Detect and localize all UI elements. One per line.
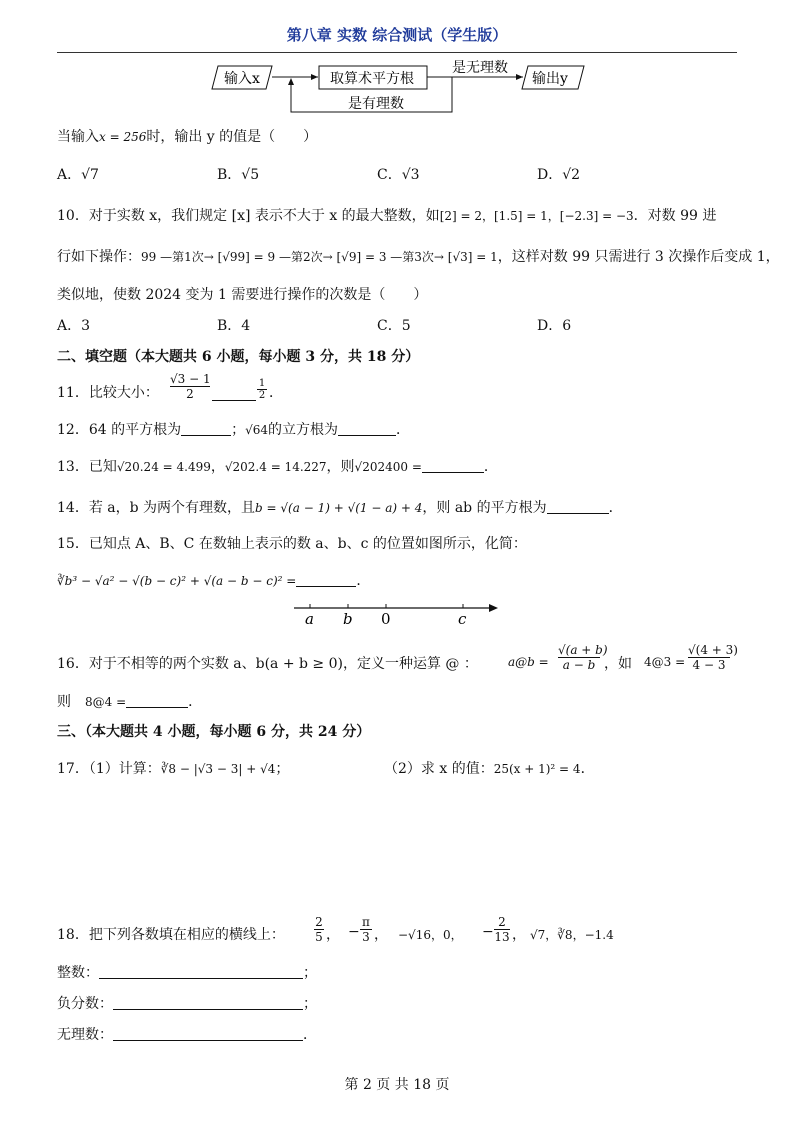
q11-fraction xyxy=(170,372,210,401)
q9-option-d: D．√2 xyxy=(537,167,581,183)
question-12: 12．64 的平方根为 ；√64的立方根为 ． xyxy=(57,422,411,438)
question-10-line2: 行如下操作：99 —第1次→ [√99] = 9 —第2次→ [√9] = 3 —第3次→ [√3] = 1，这样对数 99 只需进行 3 次操作后变成 1， xyxy=(57,249,780,265)
number-line-label-c: c xyxy=(458,610,467,628)
question-10-line1: 10．对于实数 x，我们规定 [x] 表示不大于 x 的最大整数，如[2] = 2，[1.5] = 1，[−2.3] = −3．对数 99 进 xyxy=(57,208,717,224)
q18-number-pi-3: π 3 xyxy=(360,915,372,944)
q11-rhs-fraction: 1 2 xyxy=(258,378,266,401)
flowchart-process-label: 取算术平方根 xyxy=(330,71,414,87)
question-9-stem: 当输入x = 256时，输出 y 的值是（ ） xyxy=(57,129,318,145)
q16-definition-lhs: a@b = xyxy=(508,655,549,669)
q15-answer-blank[interactable] xyxy=(296,572,356,587)
header-rule xyxy=(57,52,737,53)
flowchart-irrational-label: 是无理数 xyxy=(452,60,508,76)
flowchart-input-label: 输入x xyxy=(224,71,260,87)
flowchart xyxy=(200,58,600,116)
q16-answer-blank[interactable] xyxy=(126,693,188,708)
q16-definition-fraction: √(a + b) a − b xyxy=(558,643,608,672)
q12-answer-blank-2[interactable] xyxy=(338,421,396,436)
q16-example-lhs: 4@3 = xyxy=(644,655,686,669)
question-16-line2: 则 8@4 = ． xyxy=(57,694,203,710)
page-footer: 第 2 页 共 18 页 xyxy=(344,1077,450,1093)
q14-answer-blank[interactable] xyxy=(547,499,609,514)
q18-integers-row: 整数： ； xyxy=(57,965,317,981)
q11-answer-blank[interactable] xyxy=(212,386,256,401)
q10-operation-chain: 99 —第1次→ [√99] = 9 —第2次→ [√9] = 3 —第3次→ [√3] = 1 xyxy=(141,250,498,264)
q18-negative-fractions-row: 负分数： ； xyxy=(57,996,317,1012)
flowchart-output-label: 输出y xyxy=(532,71,568,87)
q18-numbers-end: √7，∛8，−1.4 xyxy=(530,928,614,942)
section-3-title: 三、（本大题共 4 小题，每小题 6 分，共 24 分） xyxy=(57,724,371,740)
q12-answer-blank-1[interactable] xyxy=(181,421,231,436)
number-line-label-0: 0 xyxy=(381,610,391,628)
q11-fraction-numerator: √3 − 1 xyxy=(170,372,211,386)
flowchart-rational-label: 是有理数 xyxy=(348,96,404,112)
q9-option-c: C．√3 xyxy=(377,167,420,183)
q9-option-a: A．√7 xyxy=(57,167,99,183)
q11-fraction-denominator: 2 xyxy=(186,387,194,401)
section-2-title: 二、填空题（本大题共 6 小题，每小题 3 分，共 18 分） xyxy=(57,349,420,365)
question-18-prefix: 18．把下列各数填在相应的横线上： xyxy=(57,927,285,943)
q9-option-b: B．√5 xyxy=(217,167,260,183)
question-17-part1: 17．（1）计算：∛8 − |√3 − 3| + √4； xyxy=(57,761,290,777)
q16-example-fraction: √(4 + 3) 4 − 3 xyxy=(688,643,738,672)
question-10-line3: 类似地，使数 2024 变为 1 需要进行操作的次数是（ ） xyxy=(57,287,428,303)
question-15-expression: ∛b³ − √a² − √(b − c)² + √(a − b − c)² = ． xyxy=(57,573,371,589)
question-11-prefix: 11．比较大小： xyxy=(57,385,159,401)
q13-answer-blank[interactable] xyxy=(422,458,484,473)
q18-number-2-5: 2 5 xyxy=(315,915,323,944)
number-line-label-b: b xyxy=(343,610,353,628)
number-line-label-a: a xyxy=(305,610,314,628)
q18-number-2-13: 2 13 xyxy=(494,915,510,944)
q10-option-b: B．4 xyxy=(217,318,251,334)
question-13: 13．已知√20.24 = 4.499，√202.4 = 14.227，则√202400 = ． xyxy=(57,459,498,475)
number-line xyxy=(290,598,502,628)
q10-option-a: A．3 xyxy=(57,318,91,334)
q18-irrationals-blank[interactable] xyxy=(113,1026,303,1041)
page-header-title: 第八章 实数 综合测试（学生版） xyxy=(286,26,508,44)
q16-example-prefix: ，如 xyxy=(604,656,632,672)
question-17-part2: （2）求 x 的值：25(x + 1)² = 4． xyxy=(384,761,595,777)
q10-option-c: C．5 xyxy=(377,318,411,334)
q10-option-d: D．6 xyxy=(537,318,572,334)
q18-numbers-middle: −√16，0， xyxy=(398,928,463,942)
q18-integers-blank[interactable] xyxy=(99,964,303,979)
question-15-line1: 15．已知点 A、B、C 在数轴上表示的数 a、b、c 的位置如图所示，化简： xyxy=(57,536,527,552)
q18-irrationals-row: 无理数： ． xyxy=(57,1027,317,1043)
question-14: 14．若 a，b 为两个有理数，且b = √(a − 1) + √(1 − a) + 4，则 ab 的平方根为 ． xyxy=(57,500,623,516)
q18-negative-fractions-blank[interactable] xyxy=(113,995,303,1010)
question-16-prefix: 16．对于不相等的两个实数 a、b(a + b ≥ 0)，定义一种运算 @ ： xyxy=(57,656,478,672)
